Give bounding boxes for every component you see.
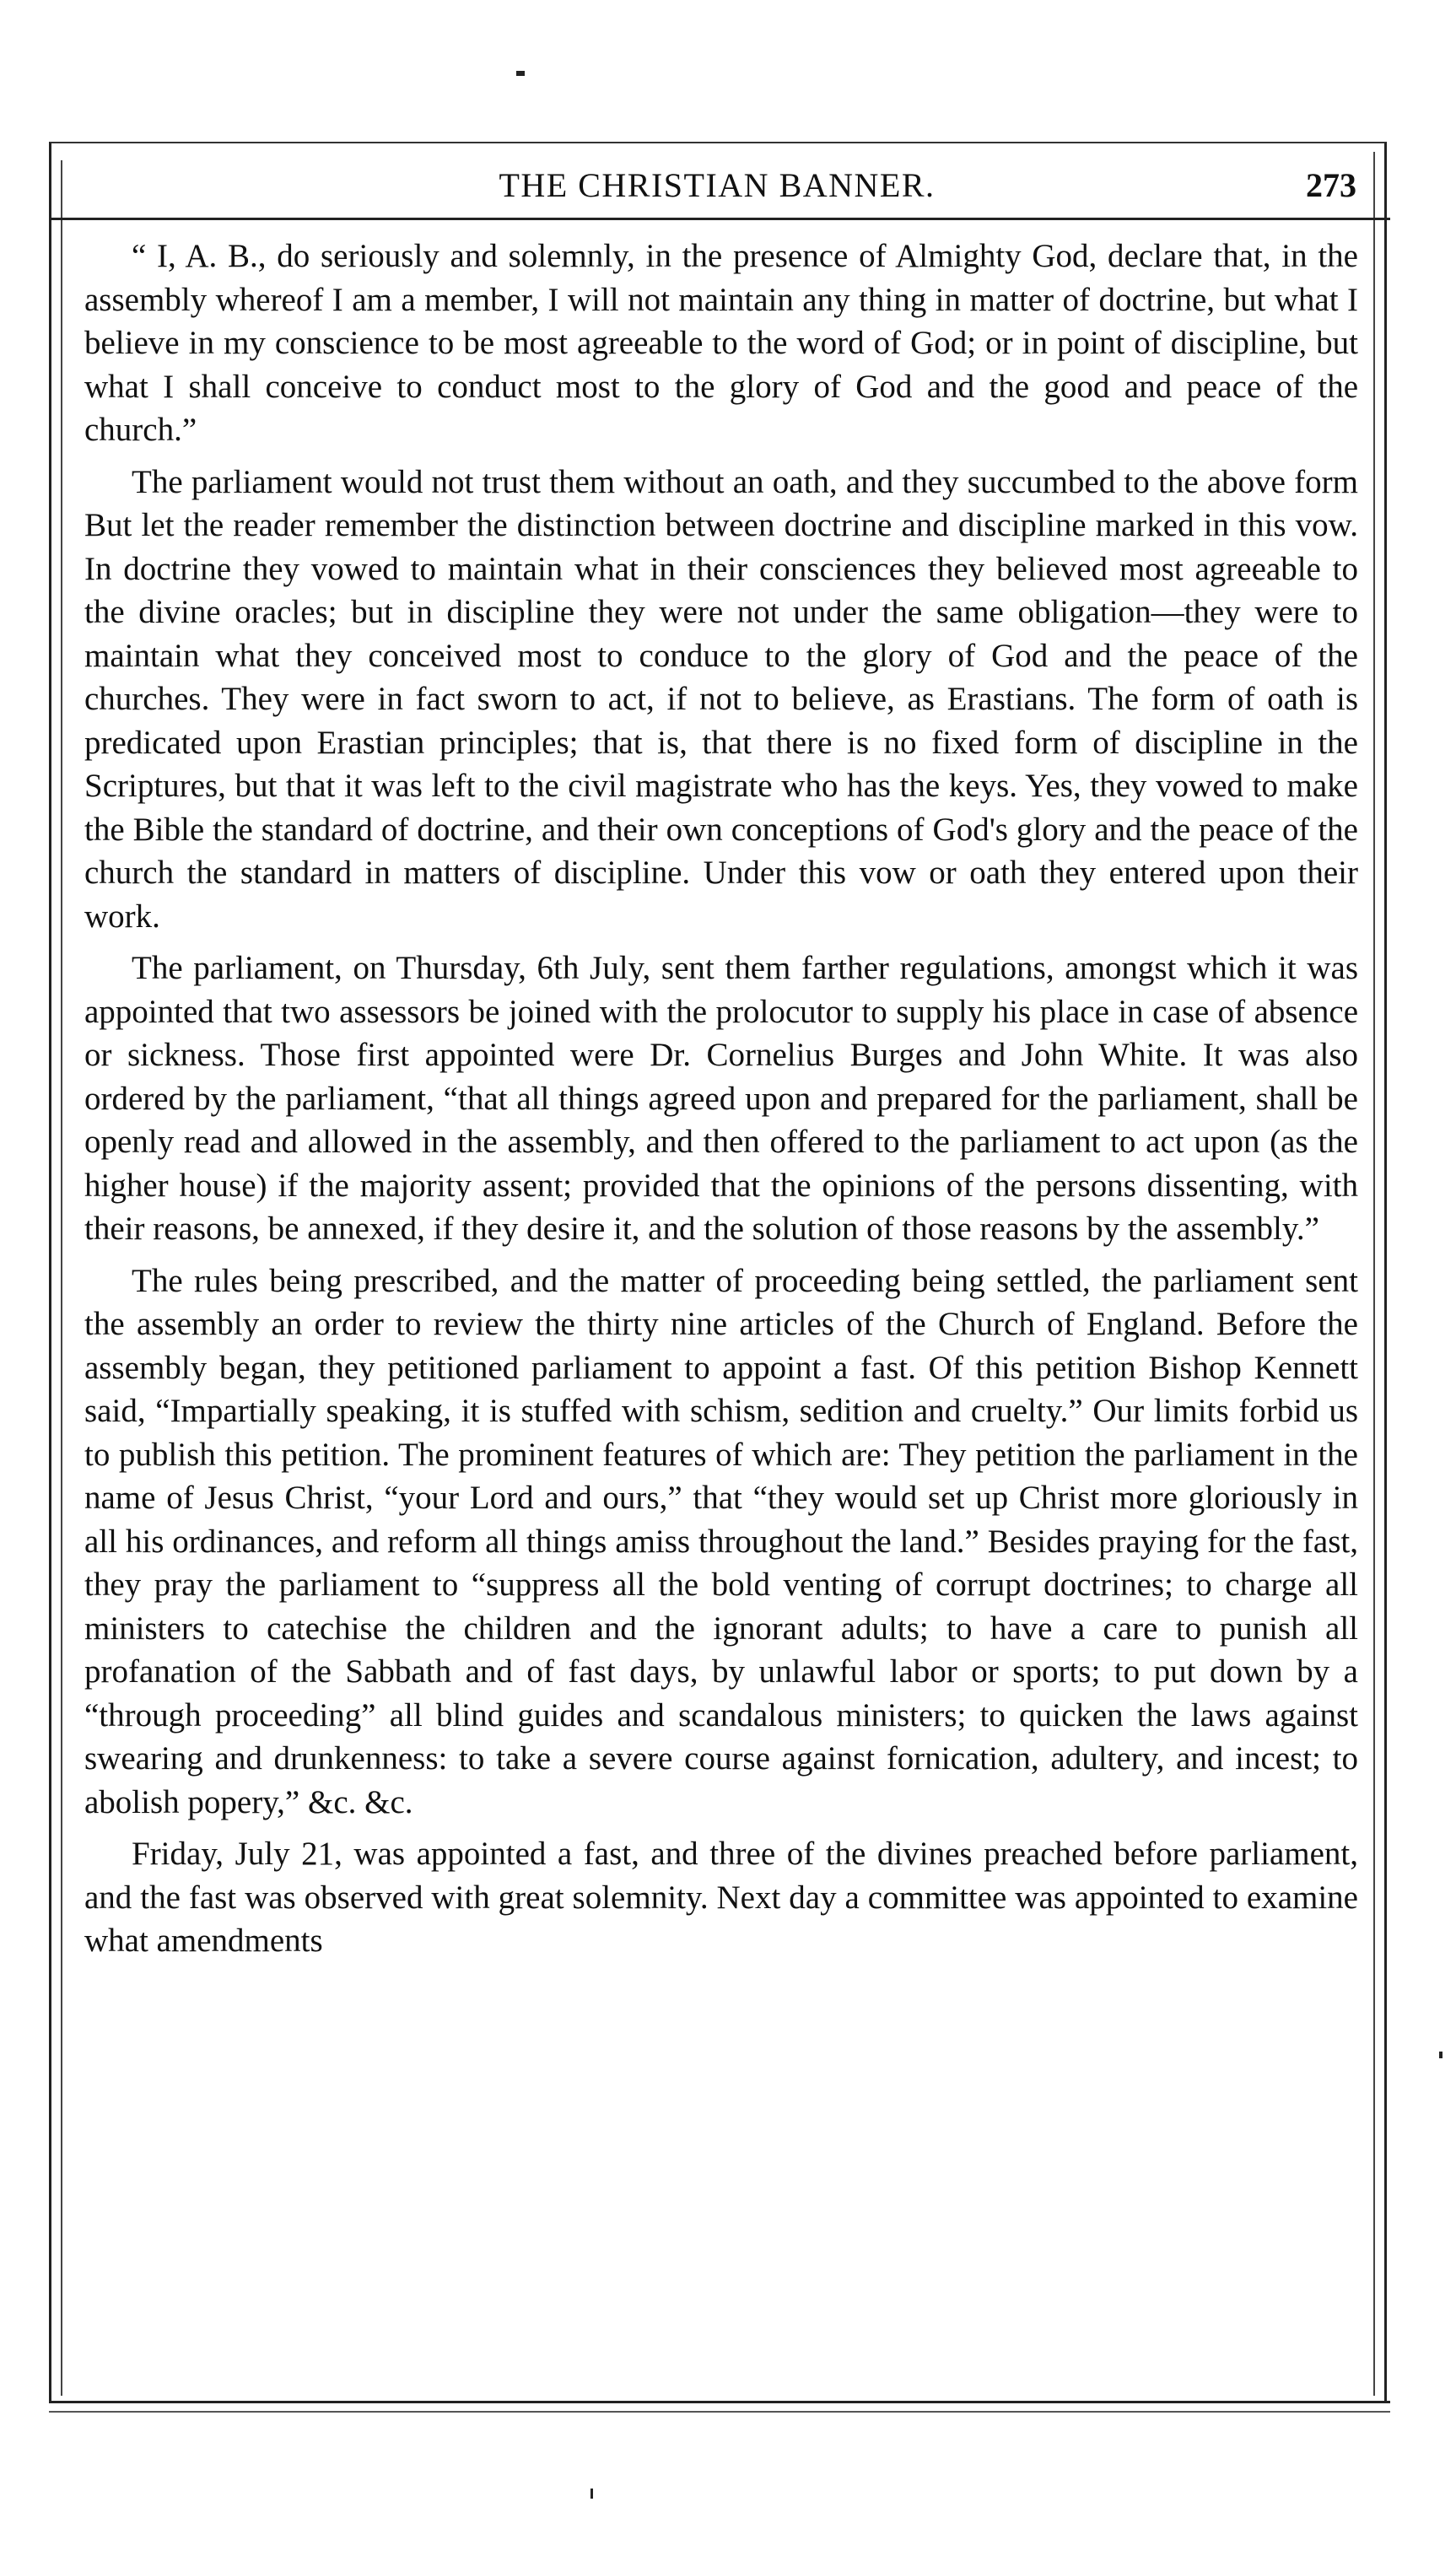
side-speck xyxy=(1439,2052,1443,2058)
article-body xyxy=(84,235,1358,1963)
bottom-rule-secondary xyxy=(49,2411,1390,2413)
paragraph-regulations: The parliament, on Thursday, 6th July, sent them farther regulations, amongst which it was appointed that two assessors be joined with the prolocutor to supply his place in case of absence or sickness. Those first appointed were Dr. Cornelius Burges and John White. It was also ordered by the parliament, “that all things agreed upon and prepared for the parliament, shall be openly read and allowed in the assembly, and then offered to the parliament to act upon (as the higher house) if the majority assent; provided that the opinions of the persons dissenting, with their reasons, be annexed, if they desire it, and the solution of those reasons by the assembly.” xyxy=(84,950,1358,1247)
running-title: THE CHRISTIAN BANNER. xyxy=(499,166,936,204)
inner-border-left xyxy=(61,160,62,2396)
paragraph-rules-petition: The rules being prescribed, and the matter of proceeding being settled, the parliament sent the assembly an order to review the thirty nine articles of the Church of England. Before the assembly began, they petitioned parliament to appoint a fast. Of this petition Bishop Kennett said, “Impartially speaking, it is stuffed with schism, sedition and cruelty.” Our limits forbid us to publish this petition. The prominent features of which are: They petition the parliament in the name of Jesus Christ, “your Lord and ours,” that “they would set up Christ more gloriously in all his ordinances, and reform all things amiss throughout the land.” Besides praying for the fast, they pray the parliament to “suppress all the bold venting of corrupt doctrines; to charge all ministers to catechise the children and the ignorant adults; to have a care to punish all profanation of the Sabbath and of fast days, by unlawful labor or sports; to put down by a “through proceeding” all blind guides and scandalous ministers; to quicken the laws against swearing and drunkenness: to take a severe course against fornication, adultery, and incest; to abolish popery,” &c. &c. xyxy=(84,1262,1358,1820)
bottom-rule xyxy=(49,2401,1390,2403)
inner-border-right xyxy=(1373,152,1375,2396)
paragraph-fast-day: Friday, July 21, was appointed a fast, and three of the divines preached before parliament, and the fast was observed with great solemnity. Next day a committee was appointed to examine what amendments xyxy=(84,1836,1358,1959)
top-speck xyxy=(516,71,525,76)
paragraph-parliament-oath: The parliament would not trust them without an oath, and they succumbed to the above form But let the reader remember the distinction between doctrine and discipline marked in this vow. In doctrine they vowed to maintain what in their consciences they believed most agreeable to the divine oracles; but in discipline they were not under the same obligation—they were to maintain what they conceived most to conduce to the glory of God and the peace of the churches. They were in fact sworn to act, if not to believe, as Erastians. The form of oath is predicated upon Erastian principles; that is, that there is no fixed form of discipline in the Scriptures, but that it was left to the civil magistrate who has the keys. Yes, they vowed to make the Bible the standard of doctrine, and their own conceptions of God's glory and the peace of the church the standard in matters of discipline. Under this vow or oath they entered upon their work. xyxy=(84,463,1358,935)
page-header xyxy=(67,165,1367,214)
header-rule xyxy=(49,218,1390,220)
page-number: 273 xyxy=(1306,166,1356,204)
bottom-speck xyxy=(590,2489,593,2499)
paragraph-oath: “ I, A. B., do seriously and solemnly, in the presence of Almighty God, declare that, in the assembly whereof I am a member, I will not maintain any thing in matter of doctrine, but what I believe in my conscience to be most agreeable to the word of God; or in point of discipline, but what I shall conceive to conduct most to the glory of God and the good and peace of the church.” xyxy=(84,238,1358,448)
